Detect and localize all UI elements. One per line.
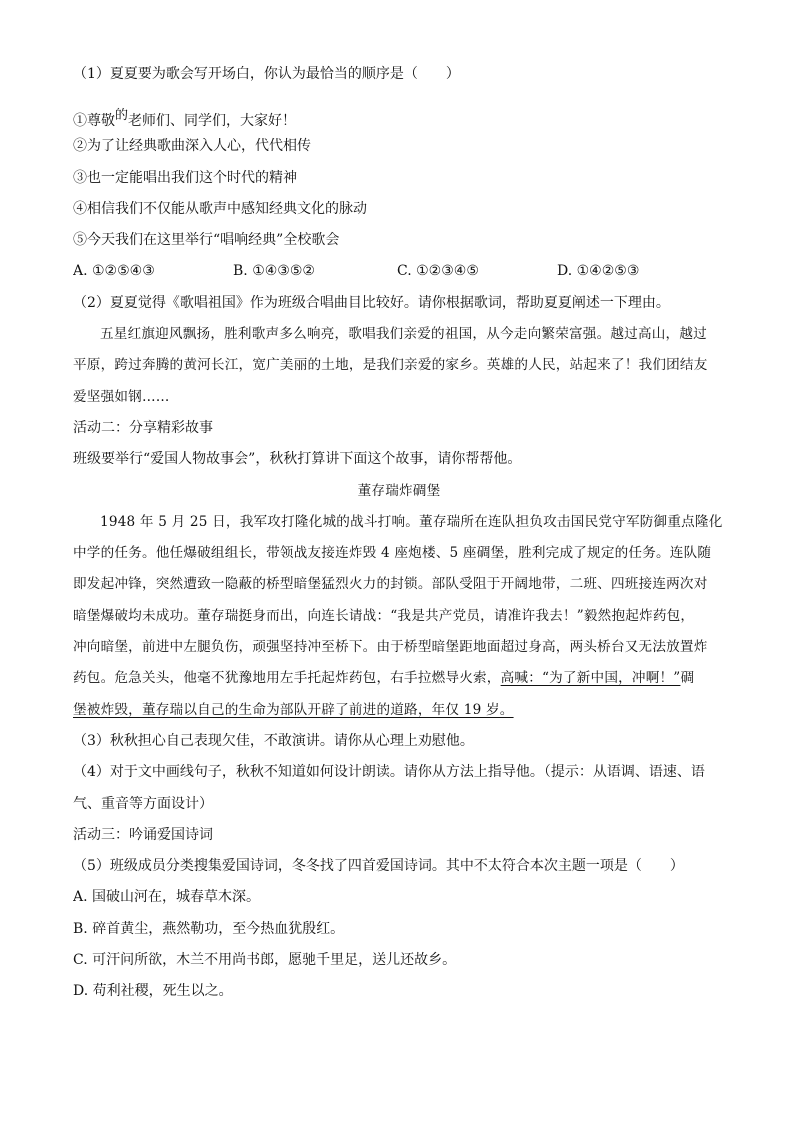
q1-item-1-part-c: 老师们、同学们，大家好！ xyxy=(128,112,297,129)
story-line-3: 即发起冲锋，突然遭致一隐蔽的桥型暗堡猛烈火力的封锁。部队受阻于开阔地带，二班、四班接连两次对 xyxy=(73,576,708,593)
story-line-5: 冲向暗堡，前进中左腿负伤，顽强坚持冲至桥下。由于桥型暗堡距地面超过身高，两头桥台又无法放置炸 xyxy=(73,639,708,656)
q5-option-d: D. 苟利社稷，死生以之。 xyxy=(73,983,233,1000)
q1-options xyxy=(73,256,725,287)
q1-item-1-part-a: ①尊敬 xyxy=(73,112,115,129)
lyrics-line-1: 五星红旗迎风飘扬，胜利歌声多么响亮，歌唱我们亲爱的祖国，从今走向繁荣富强。越过高山，越过 xyxy=(100,326,707,343)
activity2-heading: 活动二：分享精彩故事 xyxy=(73,419,213,436)
q3-stem: （3）秋秋担心自己表现欠佳，不敢演讲。请你从心理上劝慰他。 xyxy=(73,732,474,749)
q1-option-a: A. ①②⑤④③ xyxy=(73,263,155,280)
lyrics-line-2: 平原，跨过奔腾的黄河长江，宽广美丽的土地，是我们亲爱的家乡。英雄的人民，站起来了！我们团结友 xyxy=(73,357,708,374)
lyrics-line-3: 爱坚强如钢…… xyxy=(73,388,170,405)
story-title: 董存瑞炸碉堡 xyxy=(357,482,441,499)
story-line-6-post: 碉 xyxy=(680,670,695,687)
q5-option-c: C. 可汗问所欲，木兰不用尚书郎，愿驰千里足，送儿还故乡。 xyxy=(73,952,457,968)
q1-option-c: C. ①②③④⑤ xyxy=(397,263,479,280)
story-line-6-pre: 药包。危急关头，他毫不犹豫地用左手托起炸药包，右手拉燃导火索， xyxy=(73,670,501,687)
q4-stem-line-1: （4）对于文中画线句子，秋秋不知道如何设计朗读。请你从方法上指导他。（提示：从语调、语速、语 xyxy=(73,764,705,781)
story-line-1: 1948 年 5 月 25 日，我军攻打隆化城的战斗打响。董存瑞所在连队担负攻击国民党守军防御重点隆化 xyxy=(100,513,723,530)
exam-page xyxy=(73,59,725,1008)
q1-option-b: B. ①④③⑤② xyxy=(233,263,315,280)
q1-option-d: D. ①④②⑤③ xyxy=(557,263,640,280)
q1-item-1 xyxy=(73,100,725,131)
q5-option-b: B. 碎首黄尘，燕然勒功，至今热血犹殷红。 xyxy=(73,920,345,937)
q4-stem-line-2: 气、重音等方面设计） xyxy=(73,795,213,812)
q1-stem: （1）夏夏要为歌会写开场白，你认为最恰当的顺序是（ ） xyxy=(73,66,460,82)
activity2-intro: 班级要举行“爱国人物故事会”，秋秋打算讲下面这个故事，请你帮帮他。 xyxy=(73,451,522,468)
q1-item-4: ④相信我们不仅能从歌声中感知经典文化的脉动 xyxy=(73,200,367,217)
story-underlined-ending: 堡被炸毁，董存瑞以自己的生命为部队开辟了前进的道路，年仅 19 岁。 xyxy=(73,701,514,718)
q1-item-5: ⑤今天我们在这里举行“唱响经典”全校歌会 xyxy=(73,232,340,249)
q5-option-a: A. 国破山河在，城春草木深。 xyxy=(73,889,261,906)
story-line-2: 中学的任务。他任爆破组组长，带领战友接连炸毁 4 座炮楼、5 座碉堡，胜利完成了规定的任务。连队随 xyxy=(73,545,712,562)
story-line-7 xyxy=(73,695,725,726)
story-underlined-sentence: 高喊：“为了新中国，冲啊！” xyxy=(500,670,681,687)
q5-stem: （5）班级成员分类搜集爱国诗词，冬冬找了四首爱国诗词。其中不太符合本次主题一项是（ ） xyxy=(73,858,684,875)
story-line-6 xyxy=(73,663,725,694)
q1-item-2: ②为了让经典歌曲深入人心，代代相传 xyxy=(73,138,311,155)
activity3-heading: 活动三：吟诵爱国诗词 xyxy=(73,826,213,843)
q1-item-3: ③也一定能唱出我们这个时代的精神 xyxy=(73,169,297,186)
story-line-4: 暗堡爆破均未成功。董存瑞挺身而出，向连长请战：“我是共产党员，请准许我去！”毅然抱起炸药包， xyxy=(73,607,695,624)
q1-item-1-part-b: 的 xyxy=(115,107,129,123)
q2-stem: （2）夏夏觉得《歌唱祖国》作为班级合唱曲目比较好。请你根据歌词，帮助夏夏阐述一下理由。 xyxy=(73,294,670,311)
